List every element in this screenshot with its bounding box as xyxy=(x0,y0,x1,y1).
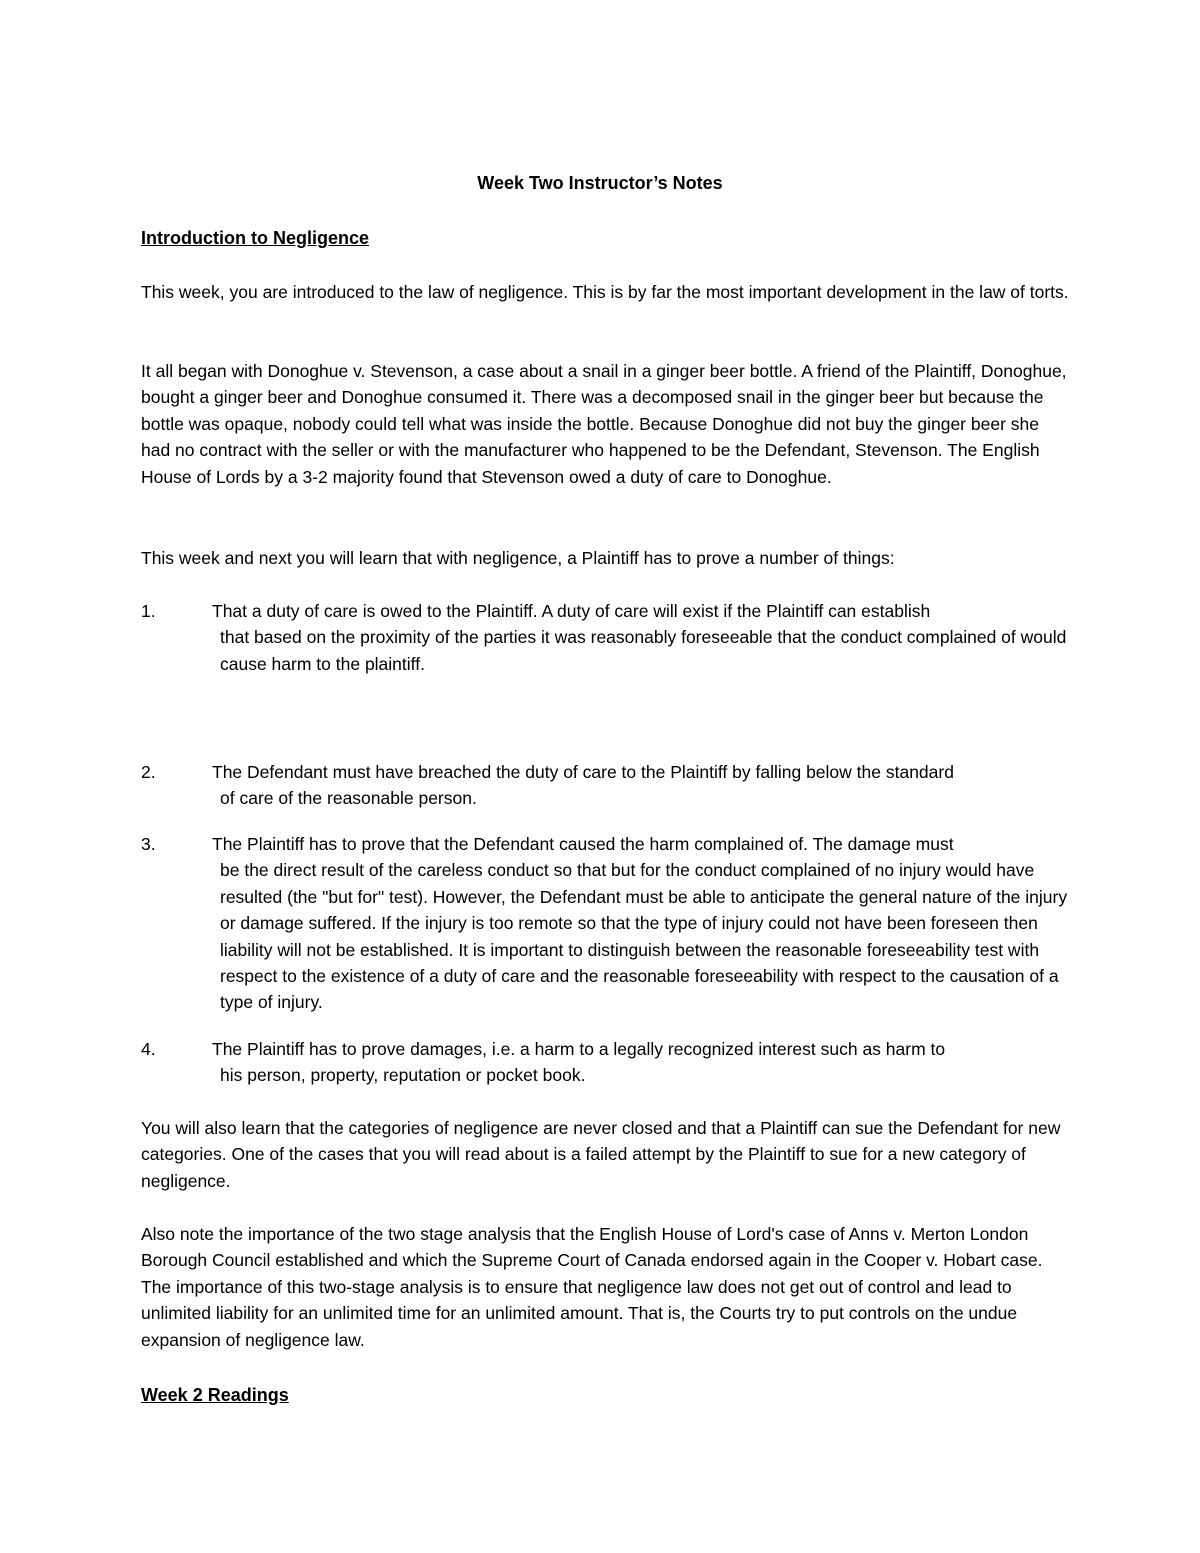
section-heading-introduction: Introduction to Negligence xyxy=(141,228,369,248)
list-number: 1. xyxy=(141,601,156,621)
paragraph-intro: This week, you are introduced to the law of negligence. This is by far the most important development in the law of torts. xyxy=(141,282,1069,302)
list-text-first-line: That a duty of care is owed to the Plaintiff. A duty of care will exist if the Plaintiff can establish xyxy=(212,601,931,621)
list-number: 2. xyxy=(141,762,156,782)
list-text xyxy=(212,759,1072,812)
section-heading-readings: Week 2 Readings xyxy=(141,1385,289,1405)
paragraph-donoghue: It all began with Donoghue v. Stevenson, a case about a snail in a ginger beer bottle. A friend of the Plaintiff, Donoghue, bought a ginger beer and Donoghue consumed it. There was a decomposed snail in the ginger beer but because the bottle was opaque, nobody could tell what was inside the bottle. Because Donoghue did not buy the ginger beer she had no contract with the seller or with the manufacturer who happened to be the Defendant, Stevenson. The English House of Lords by a 3-2 majority found that Stevenson owed a duty of care to Donoghue. xyxy=(141,361,1067,487)
document-title: Week Two Instructor’s Notes xyxy=(477,173,723,193)
list-text-first-line: The Defendant must have breached the duty of care to the Plaintiff by falling below the standard xyxy=(212,762,954,782)
paragraph-categories: You will also learn that the categories of negligence are never closed and that a Plaintiff can sue the Defendant for new categories. One of the cases that you will read about is a failed attempt by the Plaintiff to sue for a new category of negligence. xyxy=(141,1118,1061,1191)
list-text xyxy=(212,831,1072,1016)
paragraph-two-stage-analysis: Also note the importance of the two stage analysis that the English House of Lord's case of Anns v. Merton London Borough Council established and which the Supreme Court of Canada endorsed again in the Cooper v. Hobart case. The importance of this two-stage analysis is to ensure that negligence law does not get out of control and lead to unlimited liability for an unlimited time for an unlimited amount. That is, the Courts try to put controls on the undue expansion of negligence law. xyxy=(141,1224,1043,1350)
list-number: 3. xyxy=(141,834,156,854)
list-number: 4. xyxy=(141,1039,156,1059)
paragraph-prove-things: This week and next you will learn that with negligence, a Plaintiff has to prove a number of things: xyxy=(141,548,895,568)
list-text xyxy=(212,1036,1072,1089)
list-text-continuation: his person, property, reputation or pocket book. xyxy=(220,1065,586,1086)
list-text-first-line: The Plaintiff has to prove damages, i.e. a harm to a legally recognized interest such as harm to xyxy=(212,1039,946,1059)
list-text-continuation: of care of the reasonable person. xyxy=(220,788,477,809)
list-text-continuation: that based on the proximity of the parties it was reasonably foreseeable that the conduct complained of would cause harm to the plaintiff. xyxy=(220,627,1067,674)
list-text-first-line: The Plaintiff has to prove that the Defendant caused the harm complained of. The damage must xyxy=(212,834,954,854)
list-text xyxy=(212,598,1072,677)
list-text-continuation: be the direct result of the careless conduct so that but for the conduct complained of no injury would have resulted (the "but for" test). However, the Defendant must be able to anticipate the general nature of the injury or damage suffered. If the injury is too remote so that the type of injury could not have been foreseen then liability will not be established. It is important to distinguish between the reasonable foreseeability test with respect to the existence of a duty of care and the reasonable foreseeability with respect to the causation of a type of injury. xyxy=(220,860,1068,1013)
